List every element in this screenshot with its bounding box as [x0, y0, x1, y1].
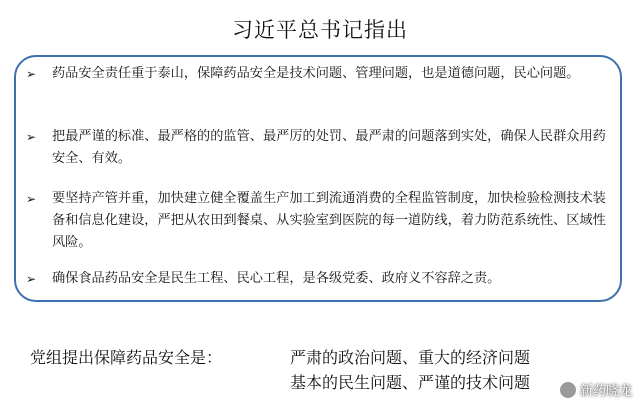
arrow-bullet-icon: ➢ [26, 67, 37, 81]
arrow-bullet-icon: ➢ [26, 130, 37, 144]
bullet-text: 药品安全责任重于泰山，保障药品安全是技术问题、管理问题，也是道德问题，民心问题。 [52, 66, 580, 81]
arrow-bullet-icon: ➢ [26, 272, 37, 286]
bullet-item [26, 126, 616, 170]
footer-line-2: 基本的民生问题、严谨的技术问题 [290, 373, 531, 392]
bullet-text: 把最严谨的标准、最严格的的监管、最严厉的处罚、最严肃的问题落到实处，确保人民群众用药安全、有效。 [52, 129, 606, 166]
page-title: 习近平总书记指出 [232, 18, 408, 42]
footer-line-1: 严肃的政治问题、重大的经济问题 [290, 348, 531, 367]
bullet-text: 确保食品药品安全是民生工程、民心工程，是各级党委、政府义不容辞之责。 [52, 271, 501, 286]
quote-panel [14, 55, 622, 302]
watermark [560, 380, 632, 399]
bullet-item [26, 188, 616, 254]
arrow-bullet-icon: ➢ [26, 192, 37, 206]
watermark-text: 新药晓龙 [579, 384, 632, 399]
bullet-item [26, 63, 616, 85]
bullet-item [26, 268, 616, 290]
bullet-text: 要坚持产管并重，加快建立健全覆盖生产加工到流通消费的全程监管制度，加快检验检测技术装备和信息化建设，严把从农田到餐桌、从实验室到医院的每一道防线，着力防范系统性、区域性风险。 [52, 191, 606, 250]
wechat-icon [560, 382, 576, 398]
footer-lead: 党组提出保障药品安全是： [30, 348, 223, 367]
